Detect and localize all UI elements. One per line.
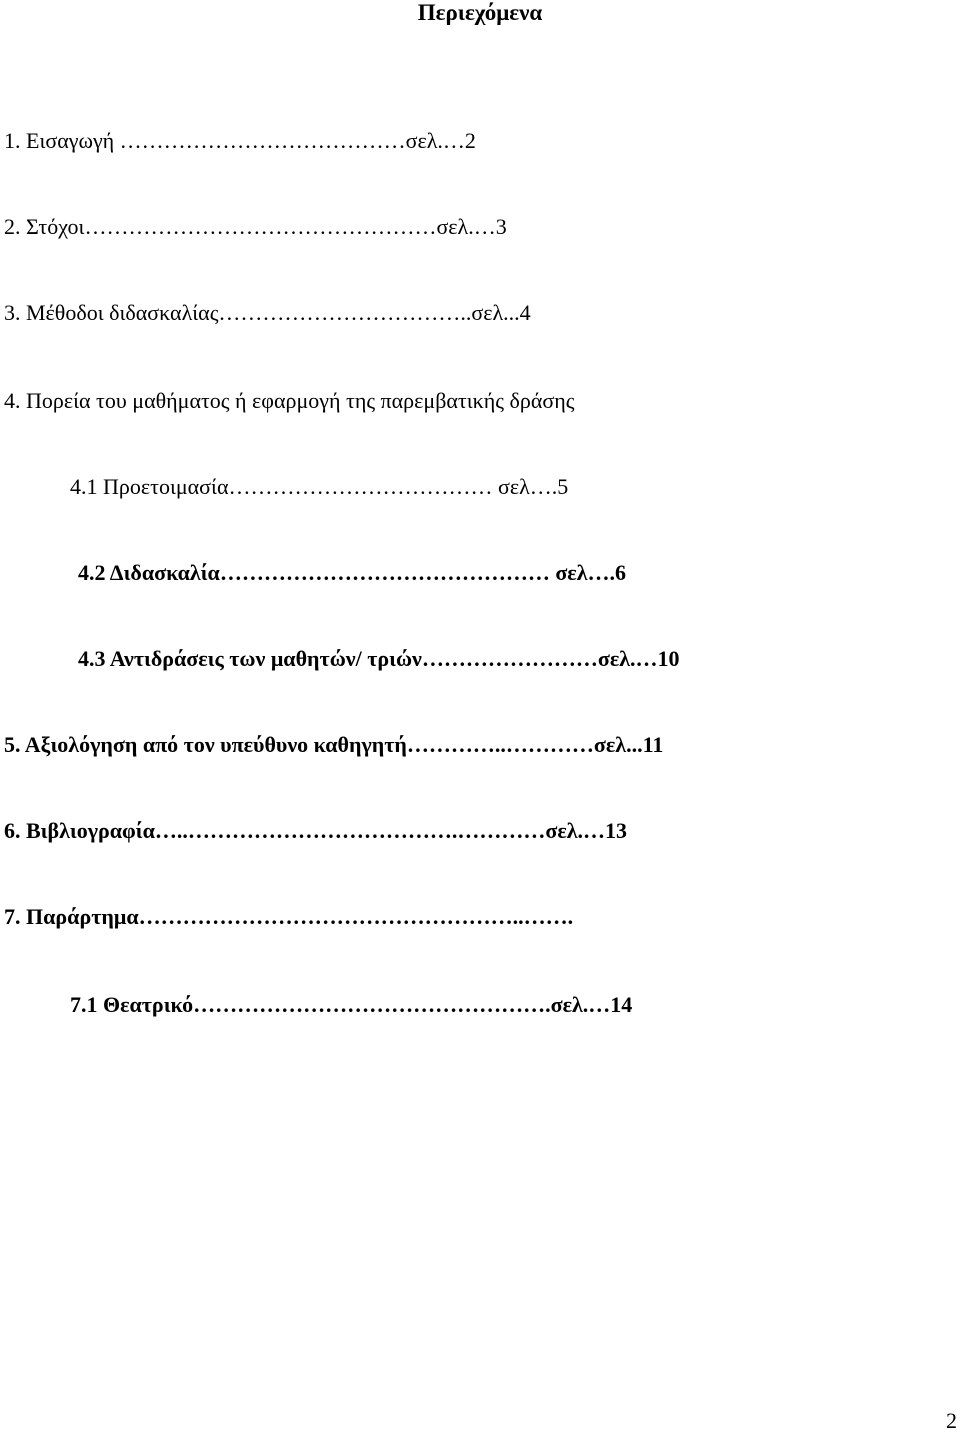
toc-entry-lesson-course: 4. Πορεία του μαθήματος ή εφαρμογή της παρεμβατικής δράσης [4, 388, 575, 413]
toc-entry-appendix: 7. Παράρτημα……………………………………………..……. [4, 904, 574, 929]
page-number: 2 [946, 1408, 957, 1433]
page-title: Περιεχόμενα [417, 0, 543, 25]
toc-entry-objectives: 2. Στόχοι…………………………………………σελ.…3 [4, 214, 507, 239]
toc-entry-student-reactions: 4.3 Αντιδράσεις των μαθητών/ τριών……………………σελ.…10 [78, 646, 680, 671]
toc-entry-preparation: 4.1 Προετοιμασία……………………………… σελ….5 [70, 474, 569, 499]
toc-entry-teaching: 4.2 Διδασκαλία……………………………………… σελ….6 [78, 560, 627, 585]
toc-entry-theatrical: 7.1 Θεατρικό………………………………………….σελ.…14 [70, 992, 633, 1017]
toc-entry-bibliography: 6. Βιβλιογραφία…..……………………………….…………σελ.…13 [4, 818, 628, 843]
toc-entry-teaching-methods: 3. Μέθοδοι διδασκαλίας……………………………..σελ...4 [4, 300, 531, 325]
toc-entry-introduction: 1. Εισαγωγή …………………………………σελ.…2 [4, 128, 476, 153]
toc-entry-evaluation: 5. Αξιολόγηση από τον υπεύθυνο καθηγητή…………..…………σελ...11 [4, 732, 664, 757]
